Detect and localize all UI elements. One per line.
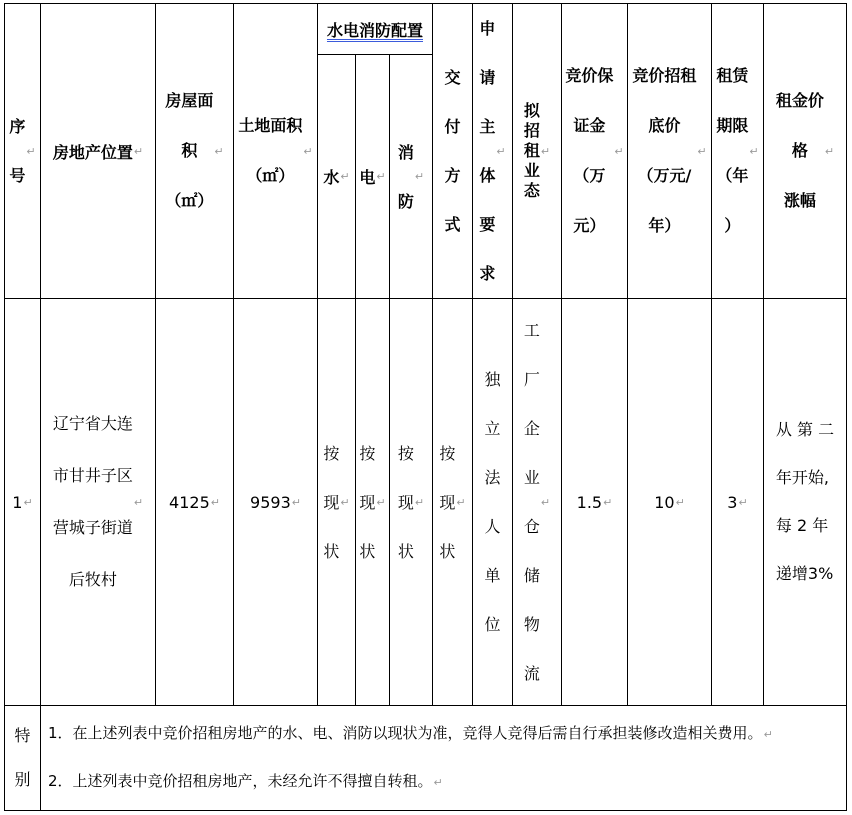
cell-applicant: 独 立 法 人 单 位 [484, 370, 501, 634]
cell-building-area: 4125 ↵ [169, 492, 220, 512]
header-water: 水 ↵ [323, 168, 350, 187]
cell-water: 按 现 状 ↵ [323, 443, 350, 561]
cell-land-area: 9593 ↵ [250, 492, 301, 512]
header-delivery: 交 付 方 式 [444, 68, 461, 234]
header-building-area: 房屋面 积 （㎡） ↵ [165, 91, 224, 210]
header-deposit: 竞价保 证金 （万 元） ↵ [565, 66, 624, 235]
header-utilities-group: 水电消防配置 [326, 20, 423, 40]
cell-fire: 按 现 状 ↵ [397, 443, 425, 561]
header-increase: 租金价 格 涨幅 ↵ [775, 91, 835, 210]
cell-seq: 1 ↵ [12, 492, 33, 512]
header-electricity: 电 ↵ [359, 168, 386, 187]
cell-delivery: 按 现 状 ↵ [439, 443, 466, 561]
cell-electricity: 按 现 状 ↵ [359, 443, 386, 561]
note-line-1: 1．在上述列表中竞价招租房地产的水、电、消防以现状为准，竞得人竞得后需自行承担装修改造相关费用。↵ [48, 724, 773, 742]
notes-label: 特 别 [14, 726, 31, 789]
header-seq: 序 号 ↵ [9, 117, 36, 185]
header-applicant: 申 请 主 体 要 求 ↵ [479, 19, 506, 283]
header-usage: 拟 招 租 业 态 ↵ [523, 101, 551, 200]
cell-term: 3 ↵ [727, 492, 748, 512]
cell-usage: 工 厂 企 业 仓 储 物 流 ↵ [523, 321, 551, 683]
header-fire: 消 防 ↵ [397, 142, 425, 211]
header-term: 租赁 期限 （年 ） ↵ [716, 66, 759, 235]
cell-deposit: 1.5 ↵ [576, 492, 613, 512]
cell-increase: 从 第 二 年开始, 每 2 年 递增3% [775, 420, 835, 583]
header-location: 房地产位置 ↵ [52, 142, 144, 162]
header-base-rent: 竞价招租 底价 （万元/ 年） ↵ [632, 66, 707, 235]
cell-location: 辽宁省大连 市甘井子区 营城子街道 后牧村 ↵ [52, 414, 144, 589]
note-line-2: 2．上述列表中竞价招租房地产，未经允许不得擅自转租。↵ [48, 772, 443, 790]
header-land-area: 土地面积 （㎡） ↵ [238, 116, 313, 185]
cell-base-rent: 10 ↵ [654, 492, 685, 512]
